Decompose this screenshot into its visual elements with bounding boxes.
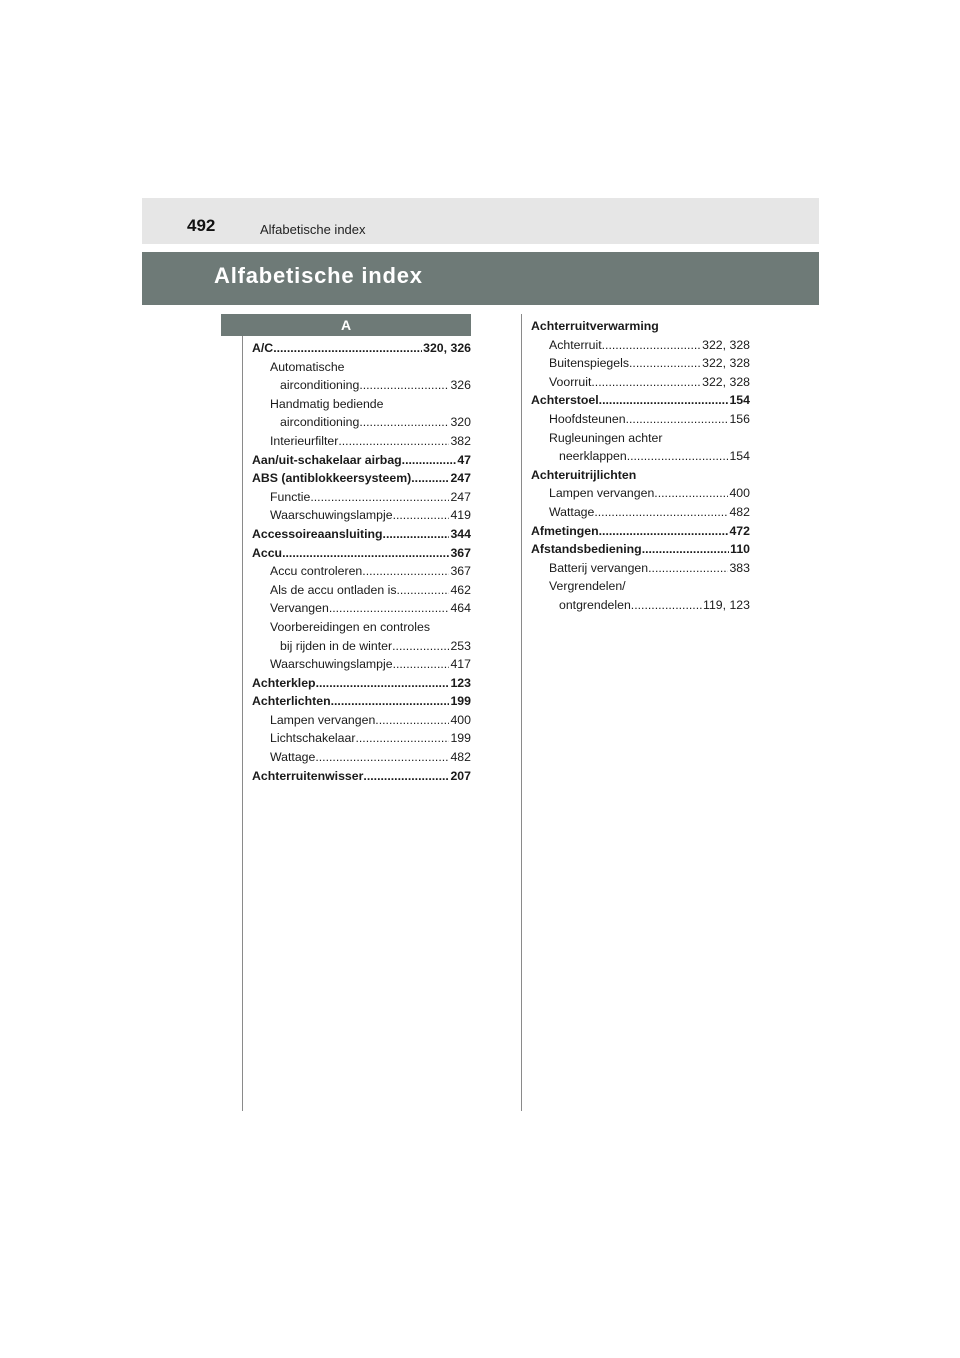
index-entry-pages[interactable]: 320: [450, 415, 471, 430]
index-entry: [252, 469, 471, 488]
dot-leader: [316, 674, 450, 693]
dot-leader: [375, 711, 449, 730]
index-entry: [252, 525, 471, 544]
index-entry-pages[interactable]: 462: [450, 582, 471, 597]
index-entry: [531, 466, 750, 485]
index-entry: [531, 317, 750, 336]
index-entry-label: Lichtschakelaar: [270, 731, 356, 746]
dot-leader: [642, 540, 729, 559]
index-entry: [252, 562, 471, 581]
dot-leader: [602, 336, 702, 355]
index-entry-pages[interactable]: 472: [729, 523, 750, 538]
dot-leader: [402, 451, 457, 470]
right-column-divider: [521, 314, 522, 1111]
index-entry-label: Afstandsbediening: [531, 542, 642, 557]
index-entry-label: Functie: [270, 489, 311, 504]
index-entry: [252, 655, 471, 674]
index-entry-label: Wattage: [549, 504, 595, 519]
index-entry: [252, 451, 471, 470]
index-entry-label: Vervangen: [270, 601, 329, 616]
dot-leader: [338, 432, 449, 451]
index-entry-pages[interactable]: 154: [729, 393, 750, 408]
index-entry-label: Vergrendelen/: [549, 579, 626, 594]
index-entry-label: Accessoireaansluiting: [252, 526, 383, 541]
index-entry: [252, 432, 471, 451]
index-entry: [252, 376, 471, 395]
dot-leader: [396, 581, 449, 600]
index-column-right: [531, 317, 750, 615]
index-entry-label: Achterruit: [549, 337, 602, 352]
dot-leader: [393, 655, 450, 674]
index-entry-pages[interactable]: 247: [450, 489, 471, 504]
index-entry: [252, 767, 471, 786]
page-number: 492: [187, 216, 216, 235]
left-column-divider: [242, 314, 243, 1111]
index-entry-pages[interactable]: 326: [450, 378, 471, 393]
index-entry-pages[interactable]: 367: [450, 564, 471, 579]
index-entry-label: Buitenspiegels: [549, 356, 629, 371]
index-entry-pages[interactable]: 47: [457, 452, 471, 467]
index-entry-label: Accu: [252, 545, 283, 560]
dot-leader: [631, 596, 702, 615]
index-entry: [252, 358, 471, 377]
index-entry-pages[interactable]: 199: [450, 731, 471, 746]
index-entry-pages[interactable]: 156: [729, 411, 750, 426]
index-entry-label: Automatische: [270, 359, 345, 374]
index-entry-pages[interactable]: 253: [450, 638, 471, 653]
index-entry: [531, 540, 750, 559]
dot-leader: [626, 410, 729, 429]
index-entry: [531, 410, 750, 429]
index-entry-pages[interactable]: 247: [450, 471, 471, 486]
index-entry-label: Accu controleren: [270, 564, 363, 579]
index-entry-label: Wattage: [270, 750, 316, 765]
index-entry-pages[interactable]: 419: [450, 508, 471, 523]
index-entry-label: ontgrendelen: [559, 597, 631, 612]
index-entry-pages[interactable]: 383: [729, 560, 750, 575]
index-entry-pages[interactable]: 344: [450, 526, 471, 541]
index-entry: [252, 339, 471, 358]
index-entry-label: Waarschuwingslampje: [270, 657, 393, 672]
index-entry-pages[interactable]: 482: [729, 504, 750, 519]
page-title: Alfabetische index: [214, 263, 423, 288]
index-entry-label: Hoofdsteunen: [549, 411, 626, 426]
dot-leader: [310, 488, 449, 507]
index-entry-pages[interactable]: 322, 328: [702, 356, 750, 371]
dot-leader: [392, 637, 449, 656]
dot-leader: [359, 413, 449, 432]
index-entry-pages[interactable]: 482: [450, 750, 471, 765]
index-entry: [531, 596, 750, 615]
title-band: [142, 252, 819, 305]
index-entry-label: Voorruit: [549, 374, 592, 389]
index-entry: [252, 506, 471, 525]
index-entry: [252, 637, 471, 656]
index-entry-pages[interactable]: 110: [730, 542, 750, 557]
index-entry-label: Achteruitrijlichten: [531, 467, 637, 482]
index-entry-label: ABS (antiblokkeersysteem): [252, 471, 412, 486]
index-entry-label: neerklappen: [559, 449, 627, 464]
index-entry-label: Interieurfilter: [270, 433, 339, 448]
dot-leader: [363, 767, 449, 786]
dot-leader: [411, 469, 449, 488]
index-entry: [531, 577, 750, 596]
dot-leader: [599, 522, 729, 541]
index-entry-label: Rugleuningen achter: [549, 430, 663, 445]
index-entry-label: Als de accu ontladen is: [270, 582, 397, 597]
index-entry: [252, 748, 471, 767]
index-entry: [252, 618, 471, 637]
index-entry: [252, 544, 471, 563]
index-entry: [531, 429, 750, 448]
dot-leader: [315, 748, 449, 767]
index-entry-label: Achterlichten: [252, 694, 331, 709]
dot-leader: [594, 503, 728, 522]
index-entry-pages[interactable]: 320, 326: [423, 341, 471, 355]
index-entry-label: Achterruitverwarming: [531, 319, 659, 333]
index-entry-pages[interactable]: 417: [450, 657, 471, 672]
dot-leader: [591, 373, 701, 392]
running-title: Alfabetische index: [260, 222, 366, 237]
dot-leader: [273, 339, 422, 358]
index-entry-pages[interactable]: 322, 328: [702, 374, 750, 389]
index-entry: [252, 413, 471, 432]
index-entry: [531, 484, 750, 503]
index-entry-label: Achterklep: [252, 675, 316, 690]
dot-leader: [282, 544, 449, 563]
dot-leader: [383, 525, 450, 544]
index-entry: [531, 391, 750, 410]
index-entry-pages[interactable]: 207: [450, 768, 471, 783]
index-entry: [531, 336, 750, 355]
index-entry-label: Aan/uit-schakelaar airbag: [252, 452, 402, 467]
index-entry: [531, 373, 750, 392]
index-entry-pages[interactable]: 199: [450, 694, 471, 709]
index-entry-label: airconditioning: [280, 378, 360, 393]
index-entry: [252, 488, 471, 507]
index-entry: [531, 354, 750, 373]
index-entry: [252, 581, 471, 600]
index-entry: [252, 692, 471, 711]
index-entry-label: Afmetingen: [531, 523, 599, 538]
index-entry: [531, 503, 750, 522]
index-entry-label: Lampen vervangen: [270, 712, 376, 727]
index-entry-pages[interactable]: 322, 328: [702, 337, 750, 352]
index-entry-pages[interactable]: 400: [729, 486, 750, 501]
index-entry-pages[interactable]: 382: [450, 433, 471, 448]
section-letter: A: [340, 317, 352, 333]
index-entry-label: Achterruitenwisser: [252, 768, 364, 783]
dot-leader: [648, 559, 728, 578]
index-entry-pages[interactable]: 123: [450, 675, 471, 690]
index-entry-pages[interactable]: 400: [450, 712, 471, 727]
index-entry-label: Lampen vervangen: [549, 486, 655, 501]
index-entry: [531, 559, 750, 578]
running-header: [142, 198, 819, 244]
index-column-left: [252, 339, 471, 785]
dot-leader: [627, 447, 729, 466]
section-letter-bar: [221, 314, 471, 336]
index-entry-label: Voorbereidingen en controles: [270, 619, 430, 634]
index-entry-label: Achterstoel: [531, 393, 599, 408]
index-entry-pages[interactable]: 154: [729, 449, 750, 464]
index-entry: [531, 522, 750, 541]
index-entry-label: Handmatig bediende: [270, 396, 384, 411]
dot-leader: [629, 354, 701, 373]
index-entry: [252, 395, 471, 414]
dot-leader: [599, 391, 729, 410]
index-entry: [252, 729, 471, 748]
dot-leader: [329, 599, 450, 618]
dot-leader: [331, 692, 450, 711]
index-entry: [252, 674, 471, 693]
index-entry: [531, 447, 750, 466]
dot-leader: [393, 506, 450, 525]
index-entry-label: Waarschuwingslampje: [270, 508, 393, 523]
index-entry-pages[interactable]: 464: [450, 601, 471, 616]
dot-leader: [355, 729, 449, 748]
index-entry: [252, 711, 471, 730]
dot-leader: [359, 376, 449, 395]
index-entry-pages[interactable]: 119, 123: [703, 597, 750, 612]
dot-leader: [654, 484, 728, 503]
index-entry-label: Batterij vervangen: [549, 560, 649, 575]
index-entry-label: A/C: [252, 341, 274, 355]
index-entry-label: bij rijden in de winter: [280, 638, 393, 653]
dot-leader: [362, 562, 449, 581]
index-entry-pages[interactable]: 367: [450, 545, 471, 560]
index-entry-label: airconditioning: [280, 415, 360, 430]
index-entry: [252, 599, 471, 618]
